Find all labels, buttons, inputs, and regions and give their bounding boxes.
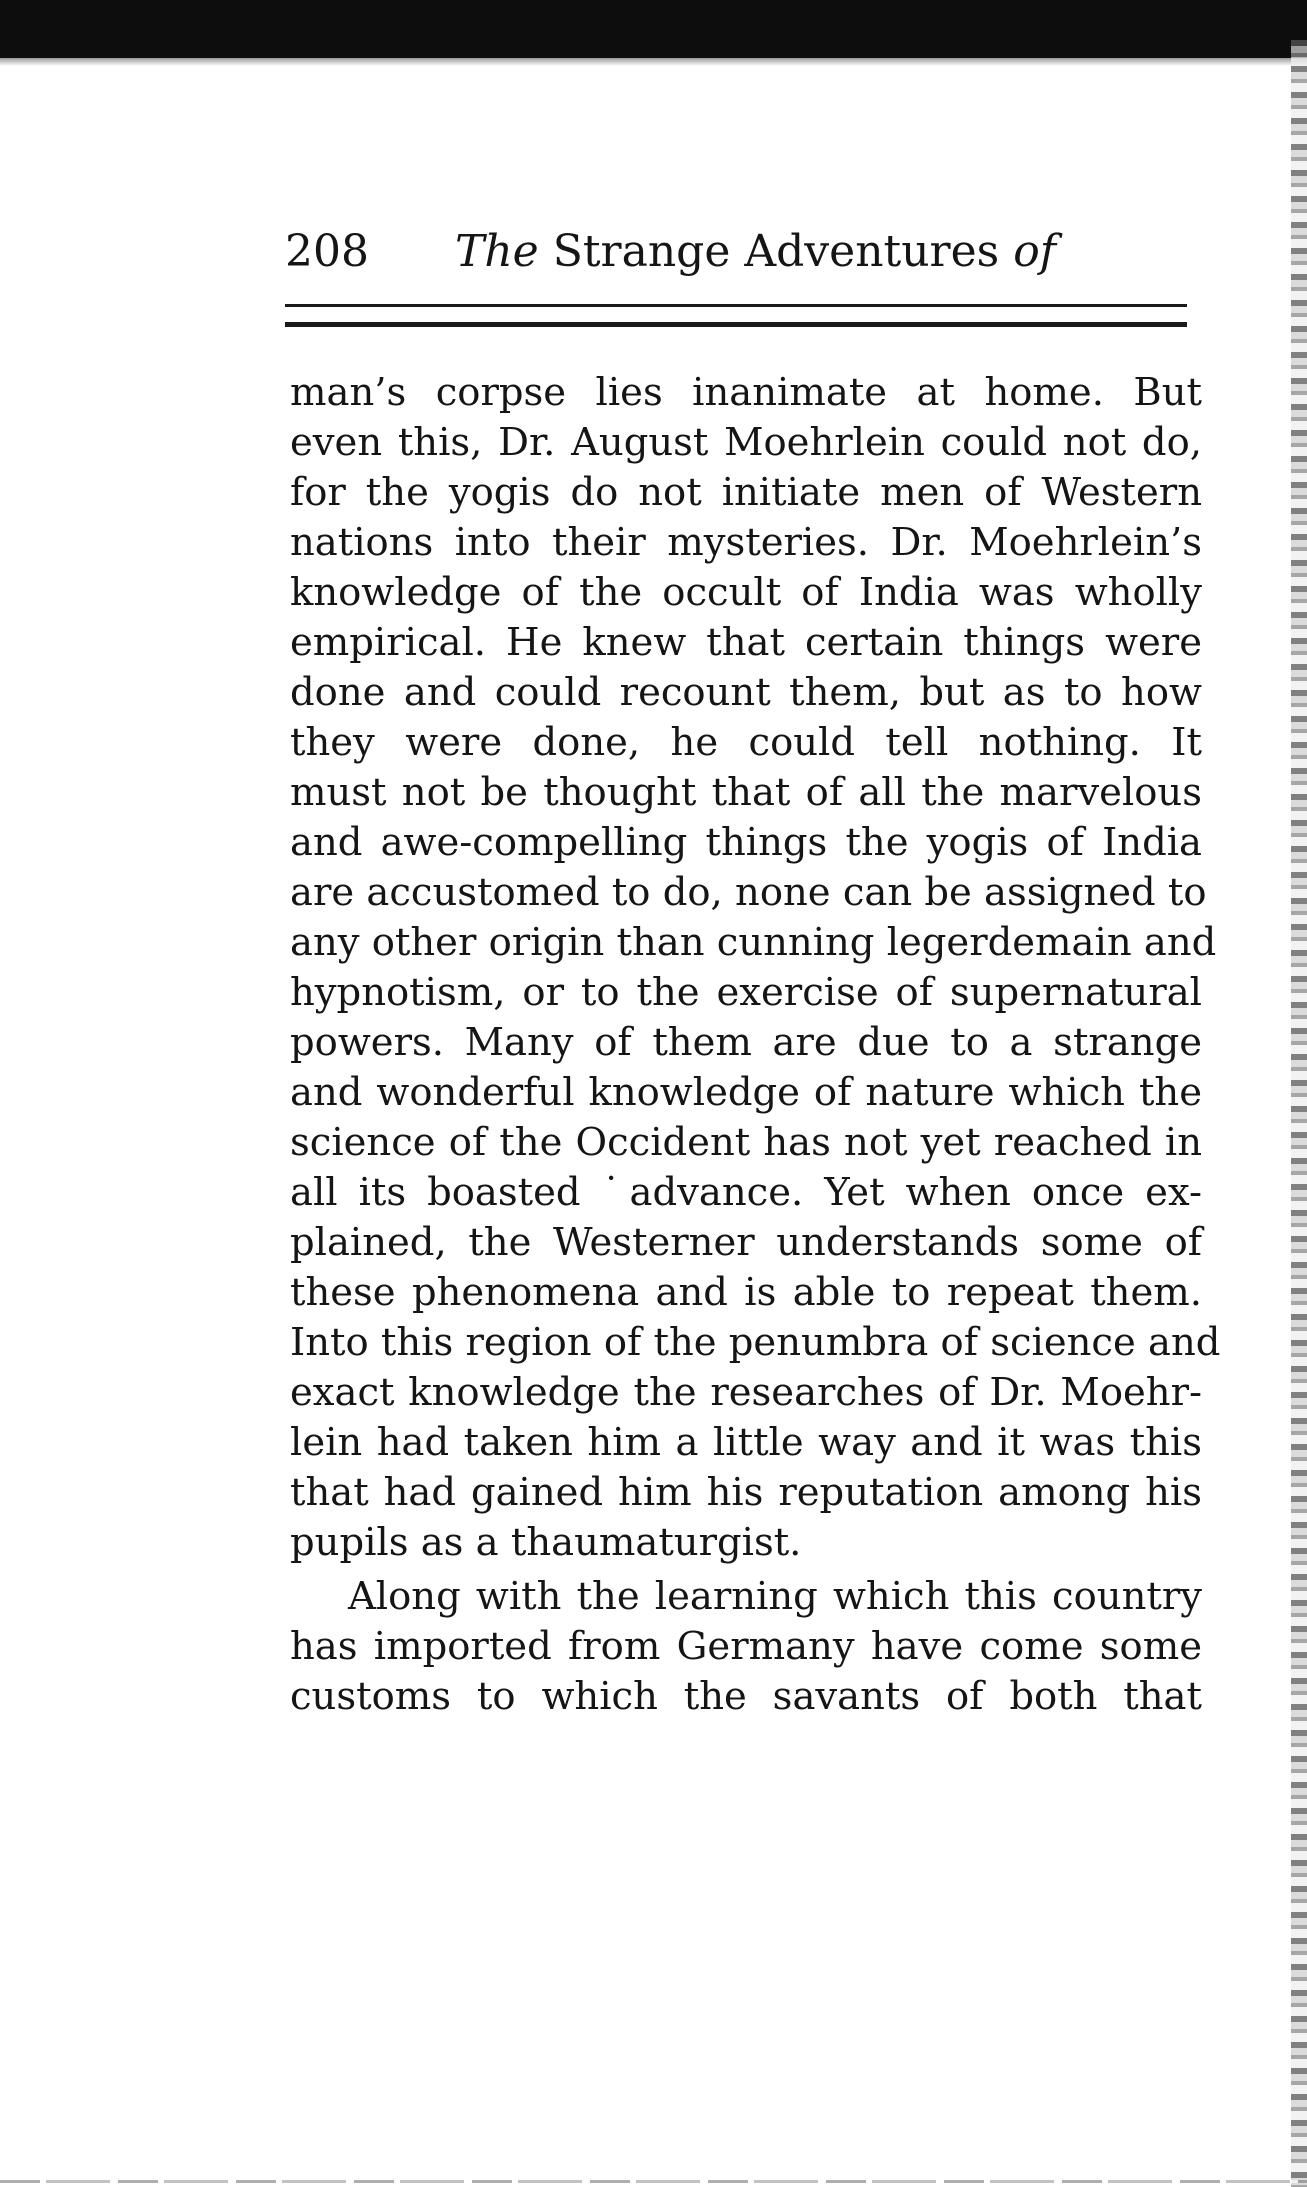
text-line: science of the Occident has not yet reached in [290, 1120, 1202, 1165]
paragraph-2 [290, 1572, 1202, 1722]
text-line: plained, the Westerner understands some of [290, 1220, 1202, 1265]
text-line: any other origin than cunning legerdemain and [290, 920, 1217, 965]
text-line: exact knowledge the researches of Dr. Moehr- [290, 1370, 1202, 1415]
text-line: Into this region of the penumbra of science and [290, 1320, 1221, 1365]
header-rule-thin [285, 304, 1187, 307]
text-line: pupils as a thaumaturgist. [290, 1520, 802, 1565]
paragraph-1 [290, 368, 1221, 1568]
text-line: customs to which the savants of both that [290, 1674, 1202, 1719]
body-text [290, 368, 1221, 1722]
text-line: these phenomena and is able to repeat them. [290, 1270, 1202, 1315]
text-line: lein had taken him a little way and it was this [290, 1420, 1202, 1465]
text-line: and awe-compelling things the yogis of India [290, 820, 1202, 865]
text-line: man’s corpse lies inanimate at home. But [290, 370, 1202, 415]
text-line: has imported from Germany have come some [290, 1624, 1202, 1669]
text-line: that had gained him his reputation among his [290, 1470, 1202, 1515]
title-the: The [455, 226, 539, 277]
text-line: and wonderful knowledge of nature which the [290, 1070, 1202, 1115]
page-edge-bottom [0, 2180, 1307, 2183]
header-rule-thick [285, 322, 1187, 327]
scan-top-border [0, 0, 1307, 58]
text-line: they were done, he could tell nothing. It [290, 720, 1202, 765]
text-line: even this, Dr. August Moehrlein could not do, [290, 420, 1202, 465]
running-title [455, 222, 1056, 282]
title-of: of [1013, 226, 1056, 277]
text-line: powers. Many of them are due to a strange [290, 1020, 1202, 1065]
text-line: for the yogis do not initiate men of Western [290, 470, 1202, 515]
text-line: all its boasted ˙advance. Yet when once ex- [290, 1170, 1202, 1215]
text-line: empirical. He knew that certain things were [290, 620, 1202, 665]
page-number: 208 [285, 226, 369, 277]
text-line: knowledge of the occult of India was wholly [290, 570, 1202, 615]
scan-top-shadow [0, 58, 1307, 66]
page-edge-right [1291, 40, 1307, 2187]
text-line: done and could recount them, but as to how [290, 670, 1202, 715]
title-main: Strange Adventures [552, 226, 1000, 277]
text-line: hypnotism, or to the exercise of supernatural [290, 970, 1202, 1015]
text-line: must not be thought that of all the marvelous [290, 770, 1202, 815]
text-line: are accustomed to do, none can be assigned to [290, 870, 1207, 915]
text-line: nations into their mysteries. Dr. Moehrlein’s [290, 520, 1202, 565]
text-line: Along with the learning which this country [348, 1574, 1202, 1619]
running-header [285, 222, 1205, 282]
